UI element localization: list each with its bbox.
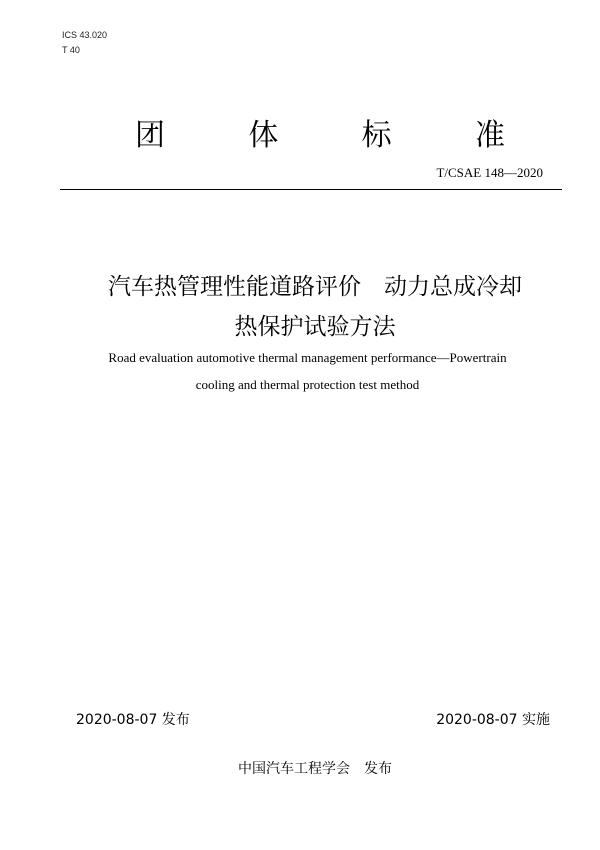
divider (60, 189, 562, 190)
standard-type-heading (135, 110, 505, 154)
heading-char: 体 (248, 118, 279, 153)
publisher: 中国汽车工程学会 发布 (238, 761, 392, 777)
ccs-code: T 40 (62, 45, 80, 55)
release-date: 2020-08-07 发布 (76, 712, 190, 728)
title-en-line2: cooling and thermal protection test method (195, 377, 420, 392)
heading-char: 团 (135, 118, 165, 153)
title-cn-line2: 热保护试验方法 (234, 314, 396, 340)
heading-char: 标 (361, 118, 392, 153)
heading-char: 准 (474, 118, 505, 153)
implementation-date: 2020-08-07 实施 (436, 712, 550, 728)
title-cn-line1: 汽车热管理性能道路评价 动力总成冷却 (108, 274, 522, 300)
title-en-line1: Road evaluation automotive thermal management performance—Powertrain (108, 350, 507, 365)
standard-code: T/CSAE 148—2020 (436, 165, 543, 180)
ics-code: ICS 43.020 (62, 30, 108, 40)
